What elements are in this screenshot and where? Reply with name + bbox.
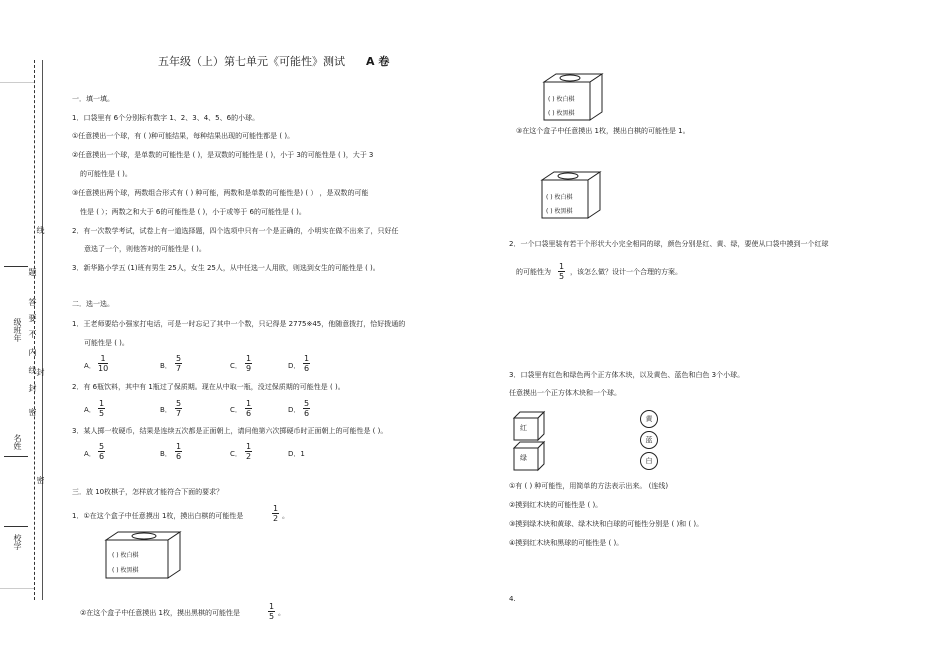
- frac-num: 1: [176, 442, 182, 451]
- right-q2b: 的可能性为: [516, 268, 551, 276]
- s2-q3-opt-c-label: C．: [230, 450, 242, 458]
- box1-black-label: ( ) 枚黑棋: [112, 567, 139, 574]
- frac-num: 5: [176, 399, 182, 408]
- frac-num: 5: [304, 399, 310, 408]
- ball-blue: 蓝: [640, 431, 658, 449]
- frac-num: 1: [246, 399, 252, 408]
- s2-q3-opt-d: D．1: [288, 450, 305, 458]
- box3-white-label: ( ) 枚白棋: [546, 194, 573, 201]
- frac-den: 6: [304, 364, 310, 373]
- frac-den: 6: [99, 452, 105, 461]
- right-q3-1: ①有 ( ) 种可能性，用简单的方法表示出来。 (连线): [509, 482, 669, 490]
- s2-q3-opt-b-frac: [175, 442, 182, 461]
- s1-q1a: ①任意摸出一个球，有 ( )种可能结果，每种结果出现的可能性都是 ( )。: [72, 132, 295, 140]
- frac-num: 1: [304, 354, 310, 363]
- margin-label-bu: 不: [28, 330, 37, 338]
- margin-field-line-2: [4, 456, 28, 457]
- s2-q2-opt-c-frac: [245, 399, 252, 418]
- s2-q2-opt-d-frac: [303, 399, 310, 418]
- right-q3-3: ③摸到绿木块和黄球、绿木块和白球的可能性分别是 ( )和 ( )。: [509, 520, 704, 528]
- s1-q1: 1．口袋里有 6个分别标有数字 1、2、3、4、5、6的小球。: [72, 114, 260, 122]
- frac-den: 2: [273, 514, 279, 523]
- frac-den: 6: [304, 409, 310, 418]
- right-q3: 3．口袋里有红色和绿色两个正方体木块，以及黄色、蓝色和白色 3个小球。: [509, 371, 745, 379]
- s1-q1c2: 性是 ( ）；两数之和大于 6的可能性是 ( )，小于或等于 6的可能性是 ( )。: [80, 208, 306, 216]
- frac-num: 5: [176, 354, 182, 363]
- frac-num: 1: [273, 504, 279, 513]
- s2-q3-opt-a-label: A．: [84, 450, 96, 458]
- s2-q2-opt-b-label: B．: [160, 406, 172, 414]
- margin-label-grade: 级班年: [13, 318, 22, 342]
- s2-q1-opt-b-label: B．: [160, 362, 172, 370]
- box2-white-label: ( ) 枚白棋: [548, 96, 575, 103]
- right-q4: 4.: [509, 595, 516, 603]
- margin-field-line-1: [4, 266, 28, 267]
- section2-heading: 二．选一选。: [72, 300, 114, 308]
- margin-label-mi2: 密: [36, 476, 45, 484]
- margin-label-feng: 封: [28, 384, 37, 392]
- frac-den: 6: [176, 452, 182, 461]
- s1-q3: 3．新华路小学五 (1)班有男生 25人，女生 25人，从中任选一人用欧，则选到女生的可能性是 ( )。: [72, 264, 380, 272]
- frac-num: 1: [559, 262, 565, 271]
- margin-label-feng2: 封: [36, 368, 45, 376]
- right-q3-2: ②摸到红木块的可能性是 ( )。: [509, 501, 603, 509]
- right-q2: 2．一个口袋里装有若干个形状大小完全相同的球，颜色分别是红、黄、绿，要使从口袋中摸到一个红球: [509, 240, 829, 248]
- s1-q2: 2．有一次数学考试，试卷上有一道选择题，四个选项中只有一个是正确的，小明实在做不出来了，只好任: [72, 227, 399, 235]
- margin-rule-bottom: [0, 588, 34, 589]
- s2-q2-opt-d-label: D．: [288, 406, 301, 414]
- margin-label-school: 校学: [13, 534, 22, 550]
- page-title-suffix: A 卷: [366, 55, 390, 68]
- section1-heading: 一．填一填。: [72, 95, 114, 103]
- ball-white: 白: [640, 452, 658, 470]
- s1-q1b2: 的可能性是 ( )。: [80, 170, 132, 178]
- right-q3-4: ④摸到红木块和黑球的可能性是 ( )。: [509, 539, 624, 547]
- s2-q1b: 可能性是 ( )。: [84, 339, 129, 347]
- frac-den: 6: [246, 409, 252, 418]
- frac-num: 1: [246, 442, 252, 451]
- section3-heading: 三．放 10枚棋子，怎样放才能符合下面的要求？: [72, 488, 224, 496]
- box2-black-label: ( ) 枚黑棋: [548, 110, 575, 117]
- right-q2-frac: [558, 262, 565, 281]
- frac-num: 1: [269, 602, 275, 611]
- margin-rule-top: [0, 82, 34, 83]
- s3-q1c: ③在这个盒子中任意摸出 1枚，摸出白棋的可能性是 1。: [516, 127, 690, 135]
- frac-den: 5: [99, 409, 105, 418]
- margin-label-da: 答: [28, 298, 37, 306]
- right-q3b: 任意摸出一个正方体木块和一个球。: [509, 389, 621, 397]
- s2-q1-opt-d-frac: [303, 354, 310, 373]
- s2-q2-opt-b-frac: [175, 399, 182, 418]
- s3-q1b: ②在这个盒子中任意摸出 1枚，摸出黑棋的可能性是: [80, 609, 240, 617]
- frac-den: 10: [98, 364, 109, 373]
- s2-q1-opt-d-label: D．: [288, 362, 301, 370]
- frac-num: 5: [99, 442, 105, 451]
- s2-q2-opt-a-frac: [98, 399, 105, 418]
- frac-den: 7: [176, 409, 182, 418]
- s2-q1-opt-c-label: C．: [230, 362, 242, 370]
- margin-label-xian: 线: [36, 226, 45, 234]
- s2-q3-opt-a-frac: [98, 442, 105, 461]
- margin-label-name: 名姓: [13, 434, 22, 450]
- cube-green-figure: [512, 440, 546, 472]
- box3-black-label: ( ) 枚黑棋: [546, 208, 573, 215]
- s2-q2-opt-a-label: A．: [84, 406, 96, 414]
- margin-label-ti: 题: [28, 268, 37, 276]
- frac-num: 1: [246, 354, 252, 363]
- s2-q1: 1．王老师要给小强家打电话，可是一时忘记了其中一个数，只记得是 2775※45，他随意拨打，恰好拨通的: [72, 320, 406, 328]
- frac-num: 1: [99, 399, 105, 408]
- cube-green-label: 绿: [520, 454, 527, 462]
- right-q2c: ，该怎么做？设计一个合理的方案。: [570, 268, 682, 276]
- frac-den: 9: [246, 364, 252, 373]
- cube-red-label: 红: [520, 424, 527, 432]
- s1-q1c: ③任意摸出两个球，两数组合形式有 ( ) 种可能，两数和是单数的可能性是) ( ） ，是双数的可能: [72, 189, 369, 197]
- s2-q3-opt-c-frac: [245, 442, 252, 461]
- s2-q3: 3．某人掷一枚硬币，结果是连续五次都是正面朝上，请问他第六次掷硬币时正面朝上的可能性是 ( )。: [72, 427, 388, 435]
- s2-q1-opt-c-frac: [245, 354, 252, 373]
- margin-label-xian2: 线: [28, 366, 37, 374]
- s3-q1b-frac: [268, 602, 275, 621]
- s1-q1b: ②任意摸出一个球，是单数的可能性是 ( )，是双数的可能性是 ( )，小于 3的可能性是 ( )，大于 3: [72, 151, 374, 159]
- s2-q3-opt-b-label: B．: [160, 450, 172, 458]
- box1-white-label: ( ) 枚白棋: [112, 552, 139, 559]
- margin-field-line-3: [4, 526, 28, 527]
- page-title: 五年级（上）第七单元《可能性》测试: [158, 55, 345, 68]
- s3-q1a: 1．①在这个盒子中任意摸出 1枚，摸出白棋的可能性是: [72, 512, 244, 520]
- s3-q1a-period: 。: [282, 512, 289, 520]
- frac-den: 7: [176, 364, 182, 373]
- margin-label-yao: 要: [28, 314, 37, 322]
- margin-border: [42, 60, 43, 600]
- ball-yellow: 黄: [640, 410, 658, 428]
- s1-q2b: 意选了一个，则他答对的可能性是 ( )。: [84, 245, 206, 253]
- margin-label-nei: 内: [28, 348, 37, 356]
- s2-q2-opt-c-label: C．: [230, 406, 242, 414]
- s2-q1-opt-a-frac: [98, 354, 108, 373]
- frac-den: 5: [269, 612, 275, 621]
- frac-den: 5: [559, 272, 565, 281]
- margin-label-mi: 密: [28, 408, 37, 416]
- s3-q1a-frac: [272, 504, 279, 523]
- s2-q1-opt-b-frac: [175, 354, 182, 373]
- frac-den: 2: [246, 452, 252, 461]
- frac-num: 1: [98, 354, 108, 364]
- s2-q2: 2．有 6瓶饮料，其中有 1瓶过了保质期。现在从中取一瓶，没过保质期的可能性是 ( )。: [72, 383, 345, 391]
- cube-red-figure: [512, 410, 546, 442]
- s2-q1-opt-a-label: A．: [84, 362, 96, 370]
- s3-q1b-period: 。: [278, 609, 285, 617]
